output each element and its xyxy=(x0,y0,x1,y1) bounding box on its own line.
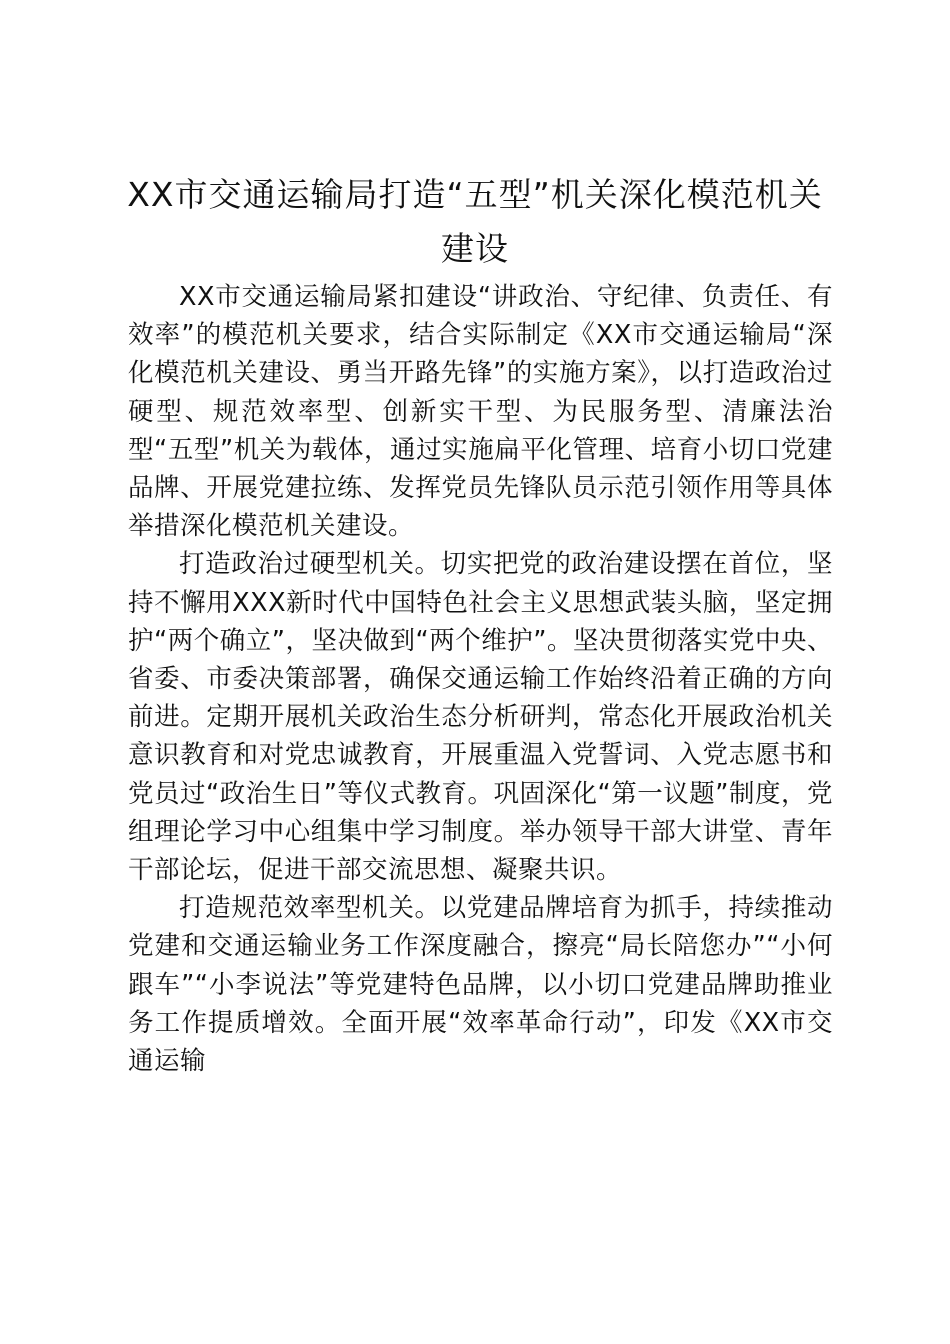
paragraph-political: 打造政治过硬型机关。切实把党的政治建设摆在首位，坚持不懈用XXX新时代中国特色社会主义思想武装头脑，坚定拥护“两个确立”，坚决做到“两个维护”。坚决贯彻落实党中央、省委、市委决策部署，确保交通运输工作始终沿着正确的方向前进。定期开展机关政治生态分析研判，常态化开展政治机关意识教育和对党忠诚教育，开展重温入党誓词、入党志愿书和党员过“政治生日”等仪式教育。巩固深化“第一议题”制度，党组理论学习中心组集中学习制度。举办领导干部大讲堂、青年干部论坛，促进干部交流思想、凝聚共识。 xyxy=(128,549,833,886)
document-body xyxy=(128,278,833,1080)
paragraph-efficiency: 打造规范效率型机关。以党建品牌培育为抓手，持续推动党建和交通运输业务工作深度融合，擦亮“局长陪您办”“小何跟车”“小李说法”等党建特色品牌，以小切口党建品牌助推业务工作提质增效。全面开展“效率革命行动”，印发《XX市交通运输 xyxy=(128,893,833,1077)
paragraph-intro: XX市交通运输局紧扣建设“讲政治、守纪律、负责任、有效率”的模范机关要求，结合实际制定《XX市交通运输局“深化模范机关建设、勇当开路先锋”的实施方案》，以打造政治过硬型、规范效率型、创新实干型、为民服务型、清廉法治型“五型”机关为载体，通过实施扁平化管理、培育小切口党建品牌、开展党建拉练、发挥党员先锋队员示范引领作用等具体举措深化模范机关建设。 xyxy=(128,282,833,542)
document-title: XX市交通运输局打造“五型”机关深化模范机关建设 xyxy=(127,175,823,268)
